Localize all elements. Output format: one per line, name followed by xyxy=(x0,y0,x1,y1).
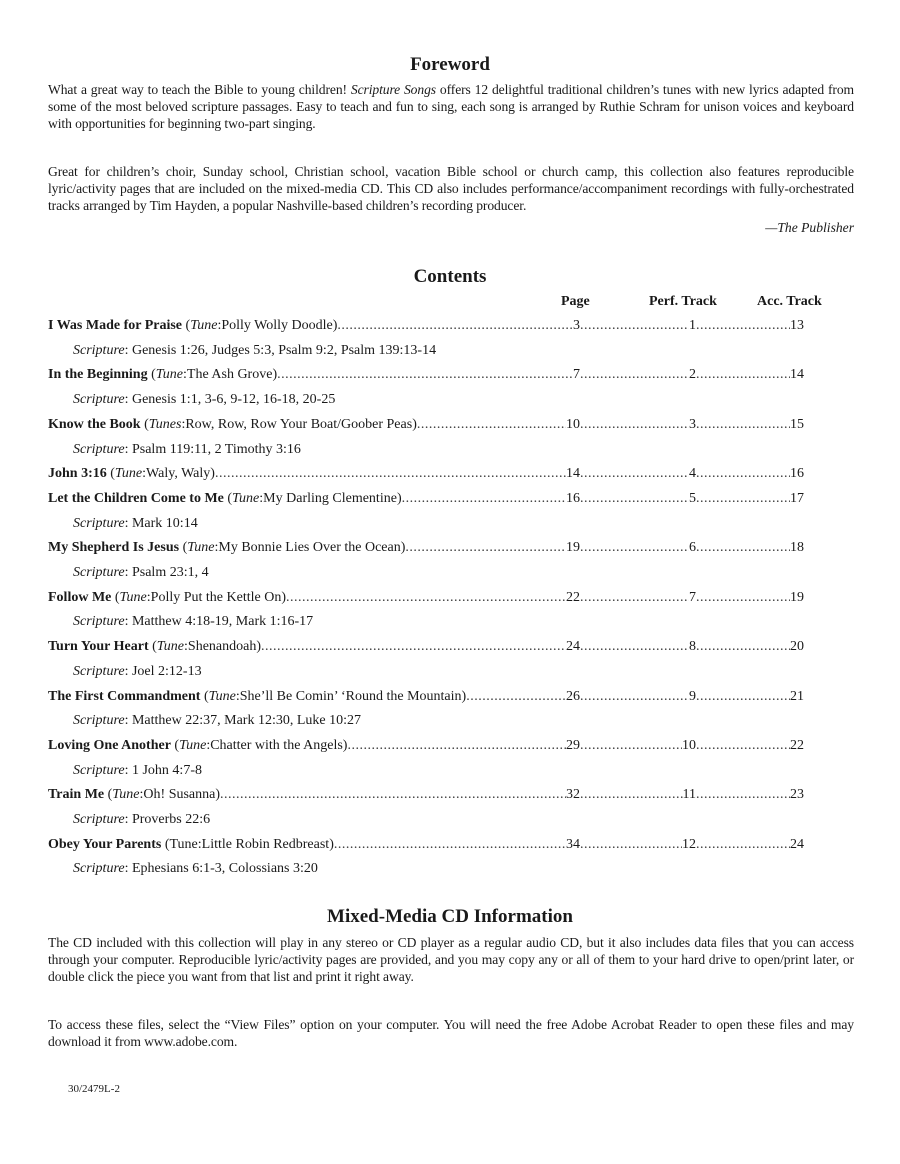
leader-dots xyxy=(696,465,790,483)
toc-entry: Loving One Another ( Tune : Chatter with the Angels ) ..... 29 ..... 10 ..... 22 xyxy=(48,737,804,755)
tune-label: Tune xyxy=(156,639,185,655)
leader-dots xyxy=(696,786,790,804)
leader-dots xyxy=(580,836,682,854)
toc-entry: Follow Me ( Tune : Polly Put the Kettle On ) ..... 22 ..... 7 ..... 19 xyxy=(48,589,804,607)
scripture-text: 1 John 4:7-8 xyxy=(131,762,202,778)
perf-track-number: 3 xyxy=(689,416,696,432)
tune-label: Tune xyxy=(179,737,207,753)
scripture-label: Scripture xyxy=(73,762,125,778)
leader-dots xyxy=(220,786,566,804)
song-title: Train Me xyxy=(48,787,105,803)
leader-dots xyxy=(580,688,689,706)
page-number: 7 xyxy=(573,367,580,383)
page-number: 24 xyxy=(566,639,580,655)
acc-track-number: 24 xyxy=(790,836,804,852)
tune-name: My Bonnie Lies Over the Ocean xyxy=(218,540,401,556)
scripture-text: Mark 10:14 xyxy=(131,515,198,531)
toc-entry: Train Me ( Tune : Oh! Susanna ) ..... 32 ..... 11 ..... 23 xyxy=(48,786,804,804)
acc-track-number: 21 xyxy=(790,688,804,704)
scripture-reference: Scripture: Psalm 119:11, 2 Timothy 3:16 xyxy=(73,441,301,457)
scripture-text: Matthew 4:18-19, Mark 1:16-17 xyxy=(131,614,314,630)
song-title: Let the Children Come to Me xyxy=(48,490,224,506)
tune-label: Tune xyxy=(169,836,198,852)
acc-track-number: 17 xyxy=(790,490,804,506)
tune-label: Tune xyxy=(119,589,147,605)
perf-track-number: 2 xyxy=(689,367,696,383)
scripture-reference: Scripture: Proverbs 22:6 xyxy=(73,812,211,827)
toc-entry: The First Commandment ( Tune : She’ll Be Comin’ ‘Round the Mountain ) ..... 26 ..... 9 ..... 21 xyxy=(48,688,804,706)
tune-name: Oh! Susanna xyxy=(143,787,216,803)
page-number: 26 xyxy=(566,688,580,704)
acc-track-number: 15 xyxy=(790,416,804,432)
scripture-reference: Scripture: Mark 10:14 xyxy=(73,515,198,531)
scripture-label: Scripture xyxy=(73,392,125,408)
acc-track-number: 18 xyxy=(790,540,804,556)
foreword-title: Foreword xyxy=(410,54,490,75)
tune-name: Shenandoah xyxy=(187,639,257,655)
foreword-paragraph-2: Great for children’s choir, Sunday school, Christian school, vacation Bible school or church camp, this collection also features reproducible lyric/activity pages that are included on the mixed-media CD. This CD also includes performance/accompaniment recordings with fully-orchestrated tracks arranged by Tim Hayden, a popular Nashville-based children’s recording producer. xyxy=(48,164,854,213)
foreword-p1-intro: What a great way to teach the Bible to young children! xyxy=(48,82,351,97)
tune-label: Tune xyxy=(190,318,218,333)
scripture-label: Scripture xyxy=(73,565,125,580)
scripture-text: Psalm 23:1, 4 xyxy=(131,565,209,580)
leader-dots xyxy=(580,737,682,755)
page-number: 19 xyxy=(566,540,580,556)
tune-label: Tune xyxy=(114,466,143,482)
column-header-perf-track: Perf. Track xyxy=(649,294,717,309)
acc-track-number: 23 xyxy=(790,787,804,803)
perf-track-number: 1 xyxy=(689,318,696,333)
scripture-label: Scripture xyxy=(73,663,125,679)
foreword-signature: —The Publisher xyxy=(765,220,854,235)
toc-entry: John 3:16 ( Tune : Waly, Waly ) ..... 14 ..... 4 ..... 16 xyxy=(48,465,804,483)
leader-dots xyxy=(261,638,566,656)
scripture-label: Scripture xyxy=(73,713,125,729)
scripture-reference: Scripture: Psalm 23:1, 4 xyxy=(73,565,209,580)
scripture-reference: Scripture: Genesis 1:26, Judges 5:3, Psalm 9:2, Psalm 139:13-14 xyxy=(73,342,437,358)
leader-dots xyxy=(580,589,689,607)
column-header-page: Page xyxy=(561,294,590,309)
acc-track-number: 22 xyxy=(790,737,804,753)
song-title: Loving One Another xyxy=(48,737,171,753)
leader-dots xyxy=(466,688,566,706)
song-title: Know the Book xyxy=(48,416,141,432)
scripture-reference: Scripture: Matthew 4:18-19, Mark 1:16-17 xyxy=(73,614,314,630)
page-number: 10 xyxy=(566,416,580,432)
leader-dots xyxy=(696,416,790,434)
scripture-text: Proverbs 22:6 xyxy=(131,812,211,827)
leader-dots xyxy=(580,465,689,483)
perf-track-number: 11 xyxy=(682,787,696,803)
scripture-text: Psalm 119:11, 2 Timothy 3:16 xyxy=(131,441,301,457)
tune-name: She’ll Be Comin’ ‘Round the Mountain xyxy=(239,688,462,704)
leader-dots xyxy=(580,786,683,804)
tune-name: Chatter with the Angels xyxy=(210,737,343,753)
tune-name: Polly Wolly Doodle xyxy=(221,318,333,333)
leader-dots xyxy=(337,317,573,335)
leader-dots xyxy=(215,465,566,483)
song-title: In the Beginning xyxy=(48,367,148,383)
leader-dots xyxy=(580,416,689,434)
leader-dots xyxy=(286,589,566,607)
page-number: 29 xyxy=(566,737,580,753)
perf-track-number: 8 xyxy=(689,639,696,655)
catalog-code: 30/2479L-2 xyxy=(68,1083,120,1095)
leader-dots xyxy=(402,490,566,508)
leader-dots xyxy=(580,638,689,656)
leader-dots xyxy=(417,416,566,434)
page-number: 16 xyxy=(566,490,580,506)
scripture-text: Matthew 22:37, Mark 12:30, Luke 10:27 xyxy=(131,713,362,729)
tune-label: Tune xyxy=(187,540,215,556)
scripture-reference: Scripture: Ephesians 6:1-3, Colossians 3:20 xyxy=(73,861,318,877)
page-number: 32 xyxy=(566,787,580,803)
foreword-p1-body: offers 12 delightful traditional children’s tunes with new lyrics adapted from some of the most beloved scripture passages. Easy to teach and fun to sing, each song is arranged by Ruthie Schram for unison voices and keyboard with opportunities for beginning two-part singing. xyxy=(48,82,855,131)
leader-dots xyxy=(696,589,790,607)
tune-label: Tune xyxy=(208,688,236,704)
scripture-label: Scripture xyxy=(73,812,125,827)
tune-label: Tune xyxy=(232,490,260,506)
page-number: 34 xyxy=(566,836,580,852)
leader-dots xyxy=(696,317,790,335)
page-number: 22 xyxy=(566,589,580,605)
acc-track-number: 13 xyxy=(790,318,804,333)
scripture-text: Joel 2:12-13 xyxy=(131,663,202,679)
leader-dots xyxy=(696,638,790,656)
tune-name: My Darling Clementine xyxy=(263,490,397,506)
scripture-reference: Scripture: Matthew 22:37, Mark 12:30, Luke 10:27 xyxy=(73,713,362,729)
cd-info-title: Mixed-Media CD Information xyxy=(327,906,573,927)
toc-entry: I Was Made for Praise ( Tune : Polly Wolly Doodle ) ..... 3 ..... 1 ..... 13 xyxy=(48,317,804,335)
acc-track-number: 16 xyxy=(790,466,804,482)
scripture-text: Ephesians 6:1-3, Colossians 3:20 xyxy=(131,861,318,877)
acc-track-number: 19 xyxy=(790,589,804,605)
tune-name: Row, Row, Row Your Boat/Goober Peas xyxy=(185,416,413,432)
leader-dots xyxy=(696,366,790,384)
leader-dots xyxy=(696,836,790,854)
perf-track-number: 4 xyxy=(689,466,696,482)
leader-dots xyxy=(696,688,790,706)
tune-name: Little Robin Redbreast xyxy=(201,836,330,852)
scripture-reference: Scripture: Genesis 1:1, 3-6, 9-12, 16-18, 20-25 xyxy=(73,392,336,408)
leader-dots xyxy=(347,737,566,755)
tune-name: Polly Put the Kettle On xyxy=(150,589,282,605)
scripture-reference: Scripture: Joel 2:12-13 xyxy=(73,663,202,679)
perf-track-number: 10 xyxy=(682,737,696,753)
scripture-label: Scripture xyxy=(73,861,125,877)
scripture-text: Genesis 1:26, Judges 5:3, Psalm 9:2, Psalm 139:13-14 xyxy=(131,342,437,358)
tune-label: Tunes xyxy=(148,416,182,432)
leader-dots xyxy=(334,836,566,854)
contents-title: Contents xyxy=(413,266,487,287)
leader-dots xyxy=(696,539,790,557)
scripture-text: Genesis 1:1, 3-6, 9-12, 16-18, 20-25 xyxy=(131,392,336,408)
leader-dots xyxy=(580,539,689,557)
cd-info-paragraph-1: The CD included with this collection will play in any stereo or CD player as a regular audio CD, but it also includes data files that you can access through your computer. Reproducible lyric/activity pages are provided, and you may copy any or all of them to your hard drive to open/print later, or double click the piece you want from that list and print it right away. xyxy=(48,935,854,984)
acc-track-number: 20 xyxy=(790,639,804,655)
toc-entry: My Shepherd Is Jesus ( Tune : My Bonnie Lies Over the Ocean ) ..... 19 ..... 6 ..... 18 xyxy=(48,539,804,557)
perf-track-number: 9 xyxy=(689,688,696,704)
toc-entry: Know the Book ( Tunes : Row, Row, Row Your Boat/Goober Peas ) ..... 10 ..... 3 ..... 15 xyxy=(48,416,804,434)
foreword-paragraph-1 xyxy=(48,82,854,132)
leader-dots xyxy=(580,317,689,335)
acc-track-number: 14 xyxy=(790,367,804,383)
tune-name: Waly, Waly xyxy=(146,466,211,482)
toc-entry: Obey Your Parents ( Tune : Little Robin Redbreast ) ..... 34 ..... 12 ..... 24 xyxy=(48,836,804,854)
leader-dots xyxy=(696,490,790,508)
tune-name: The Ash Grove xyxy=(186,367,273,383)
scripture-label: Scripture xyxy=(73,441,125,457)
song-title: I Was Made for Praise xyxy=(48,318,183,333)
perf-track-number: 6 xyxy=(689,540,696,556)
scripture-reference: Scripture: 1 John 4:7-8 xyxy=(73,762,202,778)
tune-label: Tune xyxy=(155,367,183,383)
song-title: My Shepherd Is Jesus xyxy=(48,540,180,556)
song-title: The First Commandment xyxy=(48,688,201,704)
perf-track-number: 5 xyxy=(689,490,696,506)
leader-dots xyxy=(580,366,689,384)
perf-track-number: 7 xyxy=(689,589,696,605)
song-title: Obey Your Parents xyxy=(48,836,162,852)
cd-info-paragraph-2: To access these files, select the “View Files” option on your computer. You will need the free Adobe Acrobat Reader to open these files and may download it from www.adobe.com. xyxy=(48,1017,854,1049)
toc-entry: In the Beginning ( Tune : The Ash Grove ) ..... 7 ..... 2 ..... 14 xyxy=(48,366,804,384)
tune-label: Tune xyxy=(112,787,140,803)
scripture-label: Scripture xyxy=(73,614,125,630)
perf-track-number: 12 xyxy=(682,836,696,852)
song-title: Follow Me xyxy=(48,589,112,605)
book-title: Scripture Songs xyxy=(350,82,436,97)
leader-dots xyxy=(405,539,566,557)
toc-entry: Let the Children Come to Me ( Tune : My Darling Clementine ) ..... 16 ..... 5 ..... 17 xyxy=(48,490,804,508)
page-number: 14 xyxy=(566,466,580,482)
scripture-label: Scripture xyxy=(73,515,125,531)
column-header-acc-track: Acc. Track xyxy=(757,294,822,309)
scripture-label: Scripture xyxy=(73,342,125,358)
song-title: Turn Your Heart xyxy=(48,639,149,655)
song-title: John 3:16 xyxy=(48,466,107,482)
page-number: 3 xyxy=(573,318,580,333)
toc-entry: Turn Your Heart ( Tune : Shenandoah ) ..... 24 ..... 8 ..... 20 xyxy=(48,638,804,656)
leader-dots xyxy=(696,737,790,755)
leader-dots xyxy=(277,366,573,384)
leader-dots xyxy=(580,490,689,508)
